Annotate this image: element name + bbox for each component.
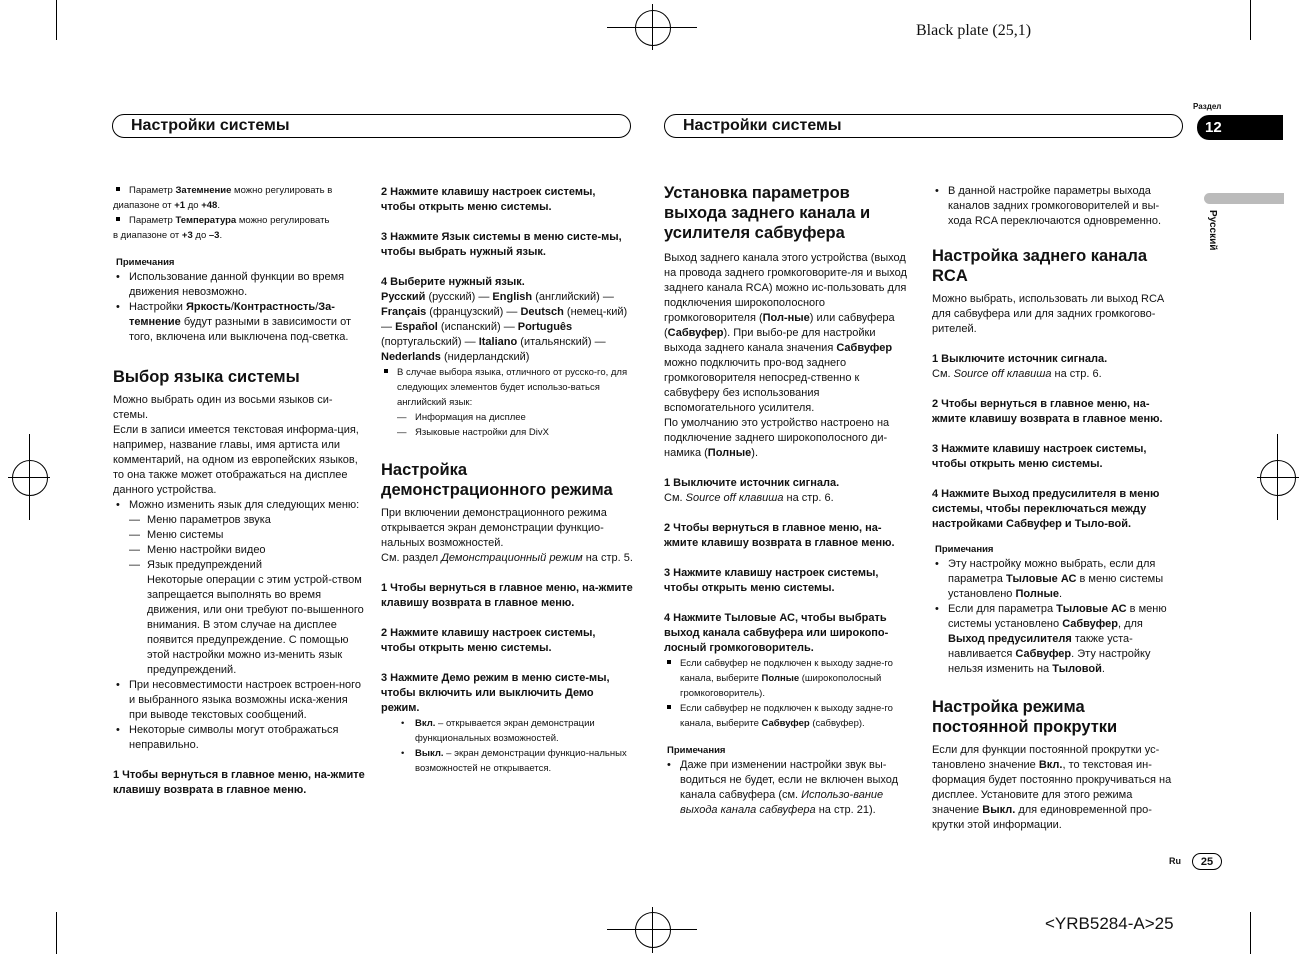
text: Некоторые символы могут отображаться неправильно. (129, 724, 339, 751)
text: . (219, 230, 223, 241)
paragraph: Можно выбрать один из восьми языков си-стемы. (113, 394, 333, 421)
step: 1 Выключите источник сигнала. (664, 477, 840, 489)
crop-mark (56, 0, 57, 40)
language-desc: (нидерландский) (440, 351, 530, 363)
text: можно регулировать (236, 215, 330, 226)
section-heading: Выбор языка системы (113, 368, 300, 386)
language-desc: (английский) — (532, 291, 614, 303)
text: Затемнение (175, 185, 232, 196)
language-desc: (французский) — (426, 306, 521, 318)
language-desc: (португальский) — (381, 336, 479, 348)
crop-mark (56, 912, 57, 954)
language-tab (1204, 193, 1284, 204)
text: диапазоне от (113, 200, 175, 211)
text: . (1101, 663, 1105, 675)
text: Сабвуфер (761, 718, 810, 729)
step: 4 Выберите нужный язык. (381, 276, 525, 288)
column-3: Установка параметров выхода заднего канала и усилителя сабвуфера Выход заднего канала этого устройства (выход на провода заднего громкоговорите-ля и выход заднего канала RCA) можно ис-пользовать для подключения широкополосного громкоговорителя (Пол-ные) или сабвуфера (Сабвуфер). При выбо-ре для настройки выхода заднего канала значения Сабвуфер можно подключить про-вод заднего громкоговорителя непосред-ственно к сабвуферу без использования вспомогательного усилителя. По умолчанию это устройство настроено на подключение заднего широкополосного ди-намика (Полные). 1 Выключите источник сигнала. См. Source off клавиша на стр. 6. 2 Чтобы вернуться в главное меню, на-жмите клавишу возврата в главное меню. 3 Нажмите клавишу настроек системы, чтобы открыть меню системы. 4 Нажмите Тыловые АС, чтобы выбрать выход канала сабвуфера или широкопо-лосный громкоговоритель. Если сабвуфер не подключен к выходу задне-го канала, выберите Полные (широкополосный громкоговоритель). Если сабвуфер не подключен к выходу задне-го канала, выберите Сабвуфер (сабвуфер). Примечания • Даже при изменении настройки звук вы-водиться не будет, если не включен выход канала сабвуфера (см. Использо-вание выхода канала сабвуфера на стр. 21). (664, 183, 914, 818)
language-name: Français (381, 306, 427, 318)
text: В данной настройке параметры выхода каналов задних громкоговорителей и вы-хода RCA переключаются одновременно. (948, 185, 1162, 227)
text: . (1058, 588, 1063, 600)
text: Языковые настройки для DivX (415, 427, 549, 438)
section-number-tab: 12 (1197, 115, 1283, 140)
section-heading: Установка параметров выхода заднего канала и усилителя сабвуфера (664, 184, 871, 242)
registration-circle (635, 10, 671, 46)
plate-label: Black plate (25,1) (916, 22, 1032, 39)
text: можно подключить про-вод заднего громкоговорителя непосред-ственно к сабвуферу без использования вспомогательного усилителя. (664, 357, 860, 414)
header-right: Настройки системы (664, 114, 1183, 138)
step: 3 Нажмите Демо режим в меню систе-мы, чтобы включить или выключить Демо режим. (381, 672, 610, 714)
text: – экран демонстрации функцио-нальных возможностей не открывается. (415, 748, 627, 774)
step: 2 Чтобы вернуться в главное меню, на-жмите клавишу возврата в главное меню. (932, 398, 1163, 425)
section-heading: Настройка режима постоянной прокрутки (932, 698, 1118, 736)
text: в меню системы установлено (948, 573, 1164, 600)
text: +1 (174, 200, 186, 211)
text: / (230, 301, 234, 313)
text: ) или сабвуфера ( (664, 312, 895, 339)
text: Сабвуфер (1062, 618, 1118, 630)
language-name: Русский (381, 291, 426, 303)
text: Тыловой (1052, 663, 1102, 675)
text: Демонстрационный режим (441, 552, 583, 564)
column-4: • В данной настройке параметры выхода каналов задних громкоговорителей и вы-хода RCA переключаются одновременно. Настройка заднего канала RCA Можно выбрать, использовать ли выход RCA для сабвуфера или для задних громкогово-рителей. 1 Выключите источник сигнала. См. Source off клавиша на стр. 6. 2 Чтобы вернуться в главное меню, на-жмите клавишу возврата в главное меню. 3 Нажмите клавишу настроек системы, чтобы открыть меню системы. 4 Нажмите Выход предусилителя в меню системы, чтобы переключаться между настройками Сабвуфер и Тыло-вой. Примечания • Эту настройку можно выбрать, если для параметра Тыловые АС в меню системы установлено Полные. • Если для параметра Тыловые АС в меню системы установлено Сабвуфер, для Выход предусилителя также уста-навливается Сабвуфер. Эту настройку нельзя изменить на Тыловой. Настройка режима постоянной прокрутки Если для функции постоянной прокрутки ус-тановлено значение Вкл., то текстовая ин-формация будет постоянно прокручиваться на дисплее. Установите для этого режима значение Выкл. для единовременной про-крутки этой информации. (932, 184, 1182, 833)
text: (широкополосный громкоговоритель). (680, 673, 882, 699)
text: Параметр (129, 185, 176, 196)
text: также уста-навливается (948, 633, 1133, 660)
language-desc: (русский) — (425, 291, 493, 303)
language-desc: (немец-кий) — (381, 306, 628, 333)
text: . Эту настройку нельзя изменить на (948, 648, 1151, 675)
text: См. (664, 492, 686, 504)
language-desc: (испанский) — (437, 321, 518, 333)
step: 1 Чтобы вернуться в главное меню, на-жмите клавишу возврата в главное меню. (381, 582, 633, 609)
paragraph: При включении демонстрационного режима открывается экран демонстрации функцио-нальных возможностей. (381, 507, 607, 549)
text: Если сабвуфер не подключен к выходу задне-го канала, выберите (680, 658, 893, 684)
text: В случае выбора языка, отличного от русско-го, для следующих элементов будет использо-ваться английский язык: (397, 367, 628, 408)
language-label: Русский (1207, 210, 1218, 251)
text: Тыловые АС (1056, 603, 1127, 615)
section-label: Раздел (1193, 102, 1222, 111)
section-heading: Настройка демонстрационного режима (381, 461, 613, 499)
notes-heading: Примечания (667, 745, 726, 756)
section-heading: Настройка заднего канала RCA (932, 247, 1147, 285)
text: Настройки (129, 301, 186, 313)
text: +48 (201, 200, 218, 211)
language-name: Português (517, 321, 573, 333)
language-name: English (492, 291, 533, 303)
text: Параметр (129, 215, 176, 226)
step: 1 Чтобы вернуться в главное меню, на-жмите клавишу возврата в главное меню. (113, 769, 365, 796)
text: – открывается экран демонстрации функциональных возможностей. (415, 718, 595, 744)
text: Сабвуфер (667, 327, 724, 339)
text: Сабвуфер (1015, 648, 1072, 660)
text: Вкл. (1038, 759, 1063, 771)
text: За-темнение (129, 301, 335, 328)
text: Выкл. (982, 804, 1016, 816)
text: на стр. 6. (1051, 368, 1102, 380)
language-list (381, 290, 633, 365)
language-desc: (итальянский) — (517, 336, 606, 348)
text: –3 (208, 230, 220, 241)
text: Меню системы (147, 529, 224, 541)
registration-circle (1260, 460, 1296, 496)
text: Контрастность (233, 301, 316, 313)
paragraph: Если в записи имеется текстовая информа-ция, например, название главы, имя артиста или комментарий, на одном из европейских языков, то она также может отображаться на дисплее данного устройства. (113, 424, 359, 496)
text: Язык предупреждений (147, 559, 262, 571)
document-code: <YRB5284-A>25 (1045, 914, 1174, 933)
text: до (192, 230, 209, 241)
registration-circle (635, 912, 671, 948)
step: 3 Нажмите Язык системы в меню систе-мы, чтобы выбрать нужный язык. (381, 231, 622, 258)
text: Полные (1015, 588, 1059, 600)
paragraph: Некоторые операции с этим устрой-ством запрещается выполнять во время движения, или они требуют по-вышенного внимания. В этом случае на дисплее появится предупреждение. С помощью этой настройки можно из-менить язык предупреждений. (147, 574, 364, 676)
text: Даже при изменении настройки звук вы-водиться не будет, если не включен выход канала сабвуфера (см. (680, 759, 899, 801)
text: на стр. 6. (783, 492, 834, 504)
language-name: Deutsch (520, 306, 564, 318)
page-number: 25 (1192, 853, 1222, 870)
text: Выкл. (415, 748, 444, 759)
text: Если для параметра (948, 603, 1057, 615)
registration-circle (12, 460, 48, 496)
text: Выход заднего канала этого устройства (выход на провода заднего громкоговорите-ля и выход заднего канала RCA) можно ис-пользовать для подключения широкополосного громкоговорителя ( (664, 252, 907, 324)
language-name: Español (395, 321, 438, 333)
header-left: Настройки системы (112, 114, 631, 138)
text: на стр. 21). (815, 804, 876, 816)
text: Тыловые АС (1005, 573, 1077, 585)
step: 2 Нажмите клавишу настроек системы, чтобы открыть меню системы. (381, 186, 596, 213)
text: Если сабвуфер не подключен к выходу задне-го канала, выберите (680, 703, 893, 729)
step: 3 Нажмите клавишу настроек системы, чтобы открыть меню системы. (932, 443, 1147, 470)
text: в меню системы установлено (948, 603, 1167, 630)
text: ). (751, 447, 759, 459)
text: Меню настройки видео (147, 544, 266, 556)
step: 2 Нажмите клавишу настроек системы, чтобы открыть меню системы. (381, 627, 596, 654)
notes-heading: Примечания (935, 544, 994, 555)
text: Вкл. (415, 718, 436, 729)
text: ). При выбо-ре для настройки выхода заднего канала значения (664, 327, 876, 354)
text: Эту настройку можно выбрать, если для параметра (948, 558, 1156, 585)
paragraph: Можно выбрать, использовать ли выход RCA для сабвуфера или для задних громкогово-рителей. (932, 293, 1164, 335)
text: Яркость (186, 301, 231, 313)
step: 1 Выключите источник сигнала. (932, 353, 1108, 365)
text: Информация на дисплее (415, 412, 526, 423)
page-language: Ru (1169, 856, 1181, 866)
text: Меню параметров звука (147, 514, 271, 526)
text: Пол-ные (762, 312, 810, 324)
column-1: Параметр Затемнение можно регулировать в диапазоне от +1 до +48. Параметр Температура можно регулировать в диапазоне от +3 до –3. Примечания • Использование данной функции во время движения невозможно. • Настройки Яркость/Контрастность/За-темнение будут разными в зависимости от того, включена или выключена под-светка. Выбор языка системы Можно выбрать один из восьми языков си-стемы. Если в записи имеется текстовая информа-ция, например, название главы, имя артиста или комментарий, на одном из европейских языков, то она также может отображаться на дисплее данного устройства. • Можно изменить язык для следующих меню: — Меню параметров звука — Меню системы — Меню настройки видео — Язык предупреждений Некоторые операции с этим устрой-ством запрещается выполнять во время движения, или они требуют по-вышенного внимания. В этом случае на дисплее появится предупреждение. С помощью этой настройки можно из-менить язык предупреждений. • При несовместимости настроек встроен-ного и выбранного языка возможны иска-жения при выводе текстовых сообщений. • Некоторые символы могут отображаться неправильно. 1 Чтобы вернуться в главное меню, на-жмите клавишу возврата в главное меню. (113, 185, 365, 796)
language-name: Nederlands (381, 351, 441, 363)
text: будут разными в зависимости от того, включена или выключена под-светка. (129, 316, 351, 343)
step: 4 Нажмите Тыловые АС, чтобы выбрать выход канала сабвуфера или широкопо-лосный громкоговоритель. (664, 612, 889, 654)
step: 3 Нажмите клавишу настроек системы, чтобы открыть меню системы. (664, 567, 879, 594)
text: Температура (175, 215, 237, 226)
text: Source off клавиша (953, 368, 1052, 380)
text: +3 (181, 230, 193, 241)
language-name: Italiano (478, 336, 518, 348)
notes-heading: Примечания (116, 257, 175, 268)
text: (сабвуфер). (809, 718, 865, 729)
text: , то текстовая ин-формация будет постоянно прокручиваться на дисплее. Установите для этого режима значение (932, 759, 1172, 816)
text: См. (932, 368, 954, 380)
step: 2 Чтобы вернуться в главное меню, на-жмите клавишу возврата в главное меню. (664, 522, 895, 549)
step: 4 Нажмите Выход предусилителя в меню системы, чтобы переключаться между настройками Сабвуфер и Тыло-вой. (932, 488, 1160, 530)
text: для единовременной про-крутки этой информации. (932, 804, 1152, 831)
text: , для (1117, 618, 1143, 630)
text: См. раздел (381, 552, 442, 564)
text: Можно изменить язык для следующих меню: (129, 499, 360, 511)
column-2: 2 Нажмите клавишу настроек системы, чтобы открыть меню системы. 3 Нажмите Язык системы в меню систе-мы, чтобы выбрать нужный язык. 4 Выберите нужный язык. Русский (русский) — English (английский) — Français (французский) — Deutsch (немец-кий) — Español (испанский) — Português (португальский) — Italiano (итальянский) — Nederlands (нидерландский) В случае выбора языка, отличного от русско-го, для следующих элементов будет использо-ваться английский язык: — Информация на дисплее — Языковые настройки для DivX Настройка демонстрационного режима При включении демонстрационного режима открывается экран демонстрации функцио-нальных возможностей. См. раздел Демонстрационный режим на стр. 5. 1 Чтобы вернуться в главное меню, на-жмите клавишу возврата в главное меню. 2 Нажмите клавишу настроек системы, чтобы открыть меню системы. 3 Нажмите Демо режим в меню систе-мы, чтобы включить или выключить Демо режим. • Вкл. – открывается экран демонстрации функциональных возможностей. • Выкл. – экран демонстрации функцио-нальных возможностей не открывается. (381, 186, 633, 774)
text: Source off клавиша (685, 492, 784, 504)
text: Сабвуфер (836, 342, 893, 354)
text: в диапазоне от (113, 230, 182, 241)
crop-mark (1250, 912, 1251, 954)
text: По умолчанию это устройство настроено на подключение заднего широкополосного ди-намика ( (664, 417, 890, 459)
text: можно регулировать в (231, 185, 333, 196)
text: Выход предусилителя (948, 633, 1072, 645)
crop-mark (1250, 0, 1251, 40)
text: на стр. 5. (582, 552, 633, 564)
text: При несовместимости настроек встроен-ного и выбранного языка возможны иска-жения при выводе текстовых сообщений. (129, 679, 362, 721)
text: Использование данной функции во время движения невозможно. (129, 271, 345, 298)
text: Использо-вание выхода канала сабвуфера (680, 789, 884, 816)
text: Полные (707, 447, 752, 459)
text: Полные (761, 673, 800, 684)
text: / (315, 301, 319, 313)
text: Если для функции постоянной прокрутки ус-тановлено значение (932, 744, 1160, 771)
text: . (217, 200, 220, 211)
text: до (185, 200, 202, 211)
